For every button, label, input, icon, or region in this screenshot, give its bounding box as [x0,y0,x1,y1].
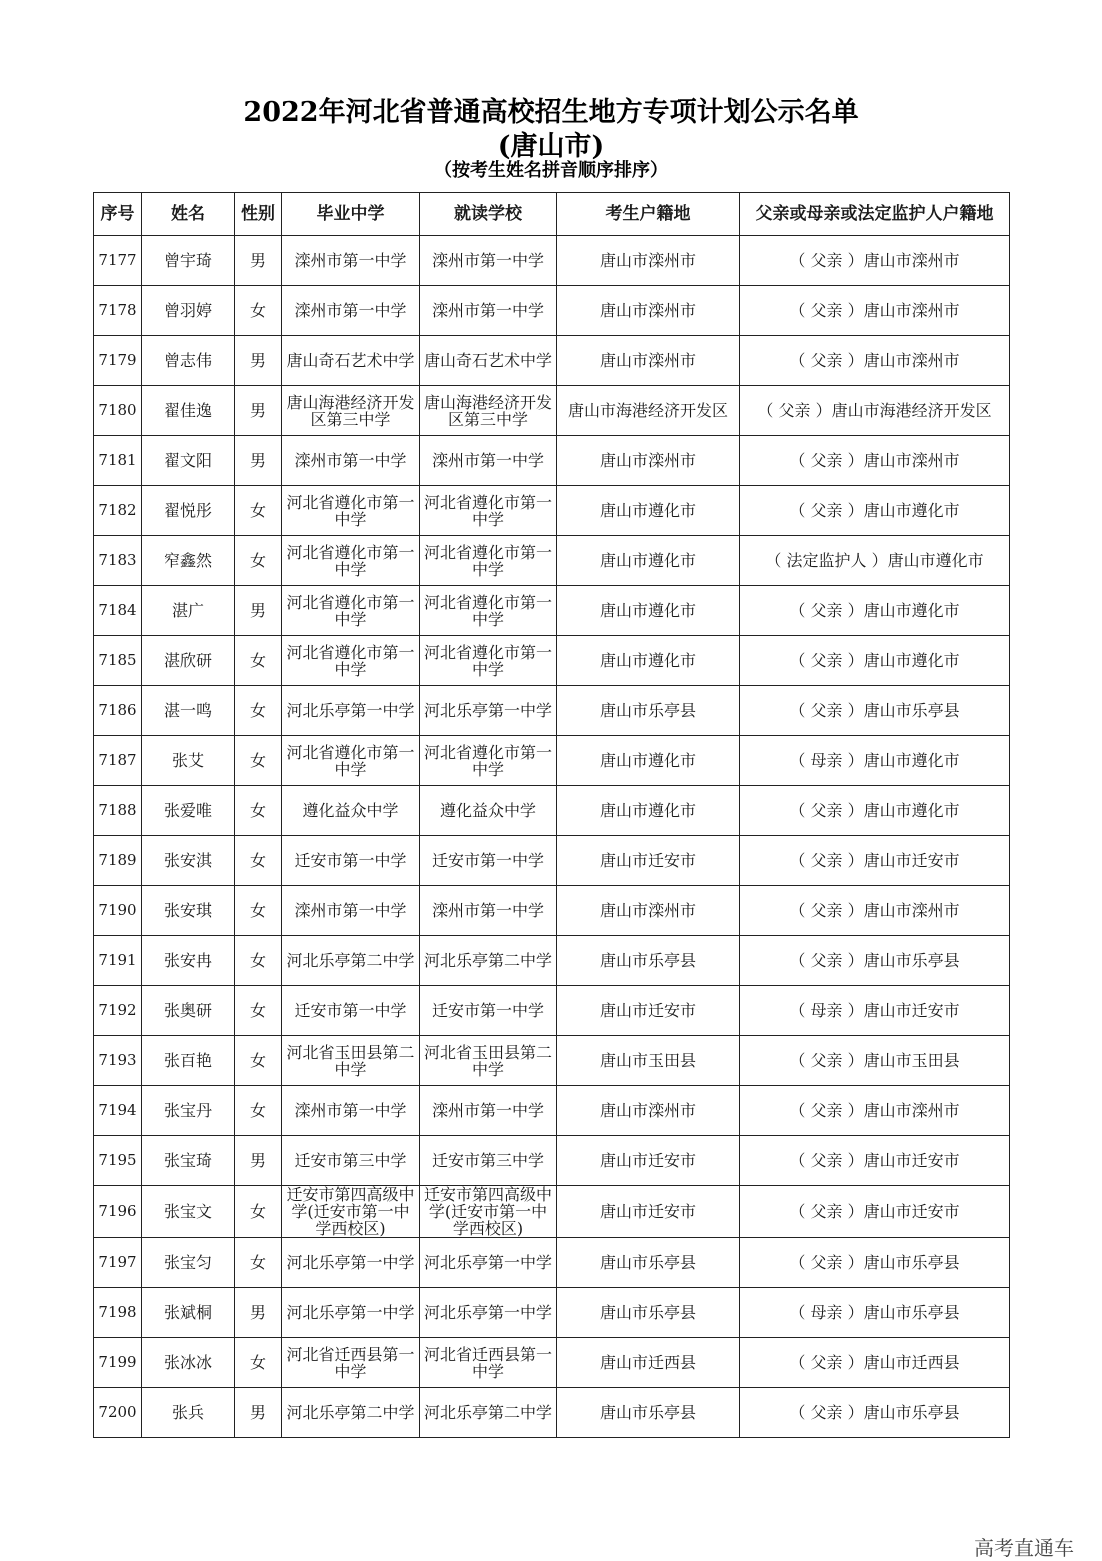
cell-gender: 女 [235,1086,282,1136]
table-row [94,236,1010,286]
cell-seq: 7183 [94,536,142,586]
cell-seq: 7198 [94,1288,142,1338]
cell-current-school: 唐山海港经济开发区第三中学 [420,386,557,436]
cell-grad-school: 唐山海港经济开发区第三中学 [282,386,420,436]
roster-table [93,192,1010,1438]
cell-hukou: 唐山市遵化市 [557,486,740,536]
cell-current-school: 河北乐亭第一中学 [420,1288,557,1338]
cell-current-school: 滦州市第一中学 [420,286,557,336]
cell-grad-school: 迁安市第四高级中学(迁安市第一中学西校区) [282,1186,420,1238]
cell-grad-school: 河北乐亭第二中学 [282,1388,420,1438]
cell-seq: 7192 [94,986,142,1036]
table-row [94,1288,1010,1338]
cell-current-school: 河北省迁西县第一中学 [420,1338,557,1388]
cell-parent-hukou: （ 父亲 ）唐山市滦州市 [740,236,1010,286]
cell-hukou: 唐山市迁安市 [557,1136,740,1186]
cell-gender: 女 [235,736,282,786]
table-row [94,836,1010,886]
cell-current-school: 河北省遵化市第一中学 [420,586,557,636]
cell-grad-school: 遵化益众中学 [282,786,420,836]
cell-current-school: 河北乐亭第一中学 [420,686,557,736]
cell-name: 湛广 [142,586,235,636]
cell-gender: 男 [235,436,282,486]
cell-seq: 7199 [94,1338,142,1388]
table-row [94,436,1010,486]
cell-current-school: 滦州市第一中学 [420,886,557,936]
page-subtitle-order: （按考生姓名拼音顺序排序） [434,160,668,181]
table-row [94,786,1010,836]
cell-current-school: 迁安市第三中学 [420,1136,557,1186]
table-row [94,636,1010,686]
cell-parent-hukou: （ 父亲 ）唐山市迁安市 [740,1136,1010,1186]
cell-gender: 男 [235,336,282,386]
table-row [94,1136,1010,1186]
cell-gender: 女 [235,536,282,586]
cell-gender: 男 [235,1136,282,1186]
cell-hukou: 唐山市滦州市 [557,1086,740,1136]
col-header-grad-school: 毕业中学 [282,193,420,236]
cell-current-school: 河北乐亭第二中学 [420,936,557,986]
cell-name: 湛欣研 [142,636,235,686]
cell-seq: 7185 [94,636,142,686]
cell-parent-hukou: （ 母亲 ）唐山市乐亭县 [740,1288,1010,1338]
cell-parent-hukou: （ 父亲 ）唐山市滦州市 [740,886,1010,936]
cell-gender: 女 [235,836,282,886]
cell-hukou: 唐山市遵化市 [557,786,740,836]
cell-parent-hukou: （ 父亲 ）唐山市迁西县 [740,1338,1010,1388]
cell-gender: 女 [235,686,282,736]
col-header-current-school: 就读学校 [420,193,557,236]
cell-parent-hukou: （ 法定监护人 ）唐山市遵化市 [740,536,1010,586]
cell-grad-school: 河北乐亭第一中学 [282,1238,420,1288]
cell-name: 张兵 [142,1388,235,1438]
cell-name: 张宝琦 [142,1136,235,1186]
cell-name: 张宝文 [142,1186,235,1238]
cell-seq: 7182 [94,486,142,536]
table-row [94,1036,1010,1086]
cell-seq: 7186 [94,686,142,736]
cell-gender: 女 [235,486,282,536]
cell-current-school: 滦州市第一中学 [420,1086,557,1136]
cell-grad-school: 滦州市第一中学 [282,236,420,286]
cell-grad-school: 唐山奇石艺术中学 [282,336,420,386]
cell-current-school: 河北省遵化市第一中学 [420,486,557,536]
table-row [94,486,1010,536]
cell-parent-hukou: （ 母亲 ）唐山市迁安市 [740,986,1010,1036]
col-header-name: 姓名 [142,193,235,236]
cell-name: 翟悦彤 [142,486,235,536]
cell-gender: 女 [235,1036,282,1086]
table-row [94,386,1010,436]
cell-hukou: 唐山市遵化市 [557,536,740,586]
cell-grad-school: 河北乐亭第一中学 [282,1288,420,1338]
col-header-seq: 序号 [94,193,142,236]
cell-parent-hukou: （ 父亲 ）唐山市乐亭县 [740,686,1010,736]
cell-seq: 7184 [94,586,142,636]
table-row [94,286,1010,336]
cell-name: 张爱唯 [142,786,235,836]
table-row [94,336,1010,386]
cell-seq: 7189 [94,836,142,886]
col-header-hukou: 考生户籍地 [557,193,740,236]
cell-gender: 女 [235,786,282,836]
cell-grad-school: 河北乐亭第一中学 [282,686,420,736]
cell-parent-hukou: （ 父亲 ）唐山市遵化市 [740,486,1010,536]
cell-current-school: 迁安市第一中学 [420,836,557,886]
table-row [94,1086,1010,1136]
cell-seq: 7187 [94,736,142,786]
cell-gender: 男 [235,236,282,286]
cell-hukou: 唐山市滦州市 [557,436,740,486]
cell-name: 张艾 [142,736,235,786]
col-header-parent-hukou: 父亲或母亲或法定监护人户籍地 [740,193,1010,236]
table-row [94,536,1010,586]
page-subtitle-city: (唐山市) [497,131,605,162]
table-row [94,686,1010,736]
table-row [94,1238,1010,1288]
cell-gender: 男 [235,386,282,436]
cell-gender: 女 [235,636,282,686]
cell-name: 张斌桐 [142,1288,235,1338]
table-row [94,736,1010,786]
col-header-gender: 性别 [235,193,282,236]
cell-seq: 7177 [94,236,142,286]
cell-grad-school: 滦州市第一中学 [282,886,420,936]
cell-hukou: 唐山市遵化市 [557,736,740,786]
cell-current-school: 迁安市第四高级中学(迁安市第一中学西校区) [420,1186,557,1238]
cell-grad-school: 河北省遵化市第一中学 [282,486,420,536]
cell-hukou: 唐山市迁西县 [557,1338,740,1388]
cell-name: 湛一鸣 [142,686,235,736]
cell-seq: 7200 [94,1388,142,1438]
table-row [94,1186,1010,1238]
cell-seq: 7197 [94,1238,142,1288]
cell-current-school: 河北省遵化市第一中学 [420,636,557,686]
table-row [94,586,1010,636]
cell-gender: 女 [235,286,282,336]
cell-seq: 7196 [94,1186,142,1238]
cell-current-school: 滦州市第一中学 [420,236,557,286]
cell-parent-hukou: （ 父亲 ）唐山市滦州市 [740,436,1010,486]
cell-parent-hukou: （ 父亲 ）唐山市滦州市 [740,1086,1010,1136]
cell-current-school: 河北省遵化市第一中学 [420,536,557,586]
cell-seq: 7179 [94,336,142,386]
watermark-text: 高考直通车 [974,1536,1074,1560]
cell-hukou: 唐山市迁安市 [557,1186,740,1238]
cell-grad-school: 滦州市第一中学 [282,436,420,486]
cell-grad-school: 河北省遵化市第一中学 [282,736,420,786]
cell-name: 张安琪 [142,886,235,936]
cell-parent-hukou: （ 父亲 ）唐山市滦州市 [740,286,1010,336]
table-row [94,1338,1010,1388]
cell-parent-hukou: （ 父亲 ）唐山市乐亭县 [740,936,1010,986]
cell-gender: 女 [235,1186,282,1238]
cell-name: 张安淇 [142,836,235,886]
cell-name: 张百艳 [142,1036,235,1086]
cell-gender: 女 [235,1238,282,1288]
cell-parent-hukou: （ 父亲 ）唐山市海港经济开发区 [740,386,1010,436]
table-row [94,986,1010,1036]
cell-hukou: 唐山市玉田县 [557,1036,740,1086]
cell-name: 曾志伟 [142,336,235,386]
cell-current-school: 河北乐亭第二中学 [420,1388,557,1438]
cell-seq: 7178 [94,286,142,336]
cell-grad-school: 河北省遵化市第一中学 [282,536,420,586]
cell-name: 张冰冰 [142,1338,235,1388]
cell-hukou: 唐山市滦州市 [557,236,740,286]
cell-current-school: 遵化益众中学 [420,786,557,836]
cell-grad-school: 河北省遵化市第一中学 [282,636,420,686]
cell-hukou: 唐山市滦州市 [557,336,740,386]
cell-grad-school: 河北省迁西县第一中学 [282,1338,420,1388]
cell-hukou: 唐山市乐亭县 [557,1238,740,1288]
cell-seq: 7195 [94,1136,142,1186]
cell-seq: 7190 [94,886,142,936]
cell-gender: 男 [235,1288,282,1338]
cell-parent-hukou: （ 母亲 ）唐山市遵化市 [740,736,1010,786]
cell-grad-school: 迁安市第一中学 [282,986,420,1036]
cell-gender: 女 [235,886,282,936]
cell-parent-hukou: （ 父亲 ）唐山市滦州市 [740,336,1010,386]
cell-current-school: 河北乐亭第一中学 [420,1238,557,1288]
cell-hukou: 唐山市滦州市 [557,886,740,936]
cell-gender: 男 [235,586,282,636]
cell-current-school: 河北省玉田县第二中学 [420,1036,557,1086]
cell-grad-school: 迁安市第三中学 [282,1136,420,1186]
cell-hukou: 唐山市滦州市 [557,286,740,336]
cell-name: 翟文阳 [142,436,235,486]
cell-seq: 7180 [94,386,142,436]
cell-current-school: 河北省遵化市第一中学 [420,736,557,786]
table-header-row [94,193,1010,236]
cell-current-school: 迁安市第一中学 [420,986,557,1036]
cell-seq: 7191 [94,936,142,986]
cell-gender: 女 [235,936,282,986]
cell-parent-hukou: （ 父亲 ）唐山市迁安市 [740,1186,1010,1238]
cell-hukou: 唐山市乐亭县 [557,686,740,736]
cell-name: 窄鑫然 [142,536,235,586]
cell-grad-school: 滦州市第一中学 [282,286,420,336]
cell-gender: 女 [235,986,282,1036]
cell-seq: 7188 [94,786,142,836]
cell-hukou: 唐山市乐亭县 [557,936,740,986]
cell-gender: 男 [235,1388,282,1438]
cell-hukou: 唐山市海港经济开发区 [557,386,740,436]
cell-gender: 女 [235,1338,282,1388]
table-row [94,886,1010,936]
cell-current-school: 唐山奇石艺术中学 [420,336,557,386]
cell-grad-school: 河北乐亭第二中学 [282,936,420,986]
cell-grad-school: 滦州市第一中学 [282,1086,420,1136]
cell-parent-hukou: （ 父亲 ）唐山市遵化市 [740,586,1010,636]
cell-name: 张宝丹 [142,1086,235,1136]
cell-parent-hukou: （ 父亲 ）唐山市遵化市 [740,636,1010,686]
cell-seq: 7193 [94,1036,142,1086]
cell-hukou: 唐山市乐亭县 [557,1288,740,1338]
cell-hukou: 唐山市遵化市 [557,636,740,686]
table-row [94,936,1010,986]
cell-hukou: 唐山市迁安市 [557,986,740,1036]
cell-grad-school: 河北省遵化市第一中学 [282,586,420,636]
cell-grad-school: 迁安市第一中学 [282,836,420,886]
cell-grad-school: 河北省玉田县第二中学 [282,1036,420,1086]
cell-name: 曾羽婷 [142,286,235,336]
cell-hukou: 唐山市遵化市 [557,586,740,636]
cell-name: 张宝匀 [142,1238,235,1288]
page-title: 2022年河北省普通高校招生地方专项计划公示名单 [243,97,859,128]
cell-hukou: 唐山市迁安市 [557,836,740,886]
cell-name: 曾宇琦 [142,236,235,286]
cell-parent-hukou: （ 父亲 ）唐山市乐亭县 [740,1238,1010,1288]
cell-parent-hukou: （ 父亲 ）唐山市乐亭县 [740,1388,1010,1438]
cell-hukou: 唐山市乐亭县 [557,1388,740,1438]
cell-name: 翟佳逸 [142,386,235,436]
table-row [94,1388,1010,1438]
cell-parent-hukou: （ 父亲 ）唐山市玉田县 [740,1036,1010,1086]
cell-name: 张奥研 [142,986,235,1036]
cell-parent-hukou: （ 父亲 ）唐山市迁安市 [740,836,1010,886]
cell-name: 张安冉 [142,936,235,986]
cell-seq: 7181 [94,436,142,486]
cell-seq: 7194 [94,1086,142,1136]
cell-current-school: 滦州市第一中学 [420,436,557,486]
cell-parent-hukou: （ 父亲 ）唐山市遵化市 [740,786,1010,836]
